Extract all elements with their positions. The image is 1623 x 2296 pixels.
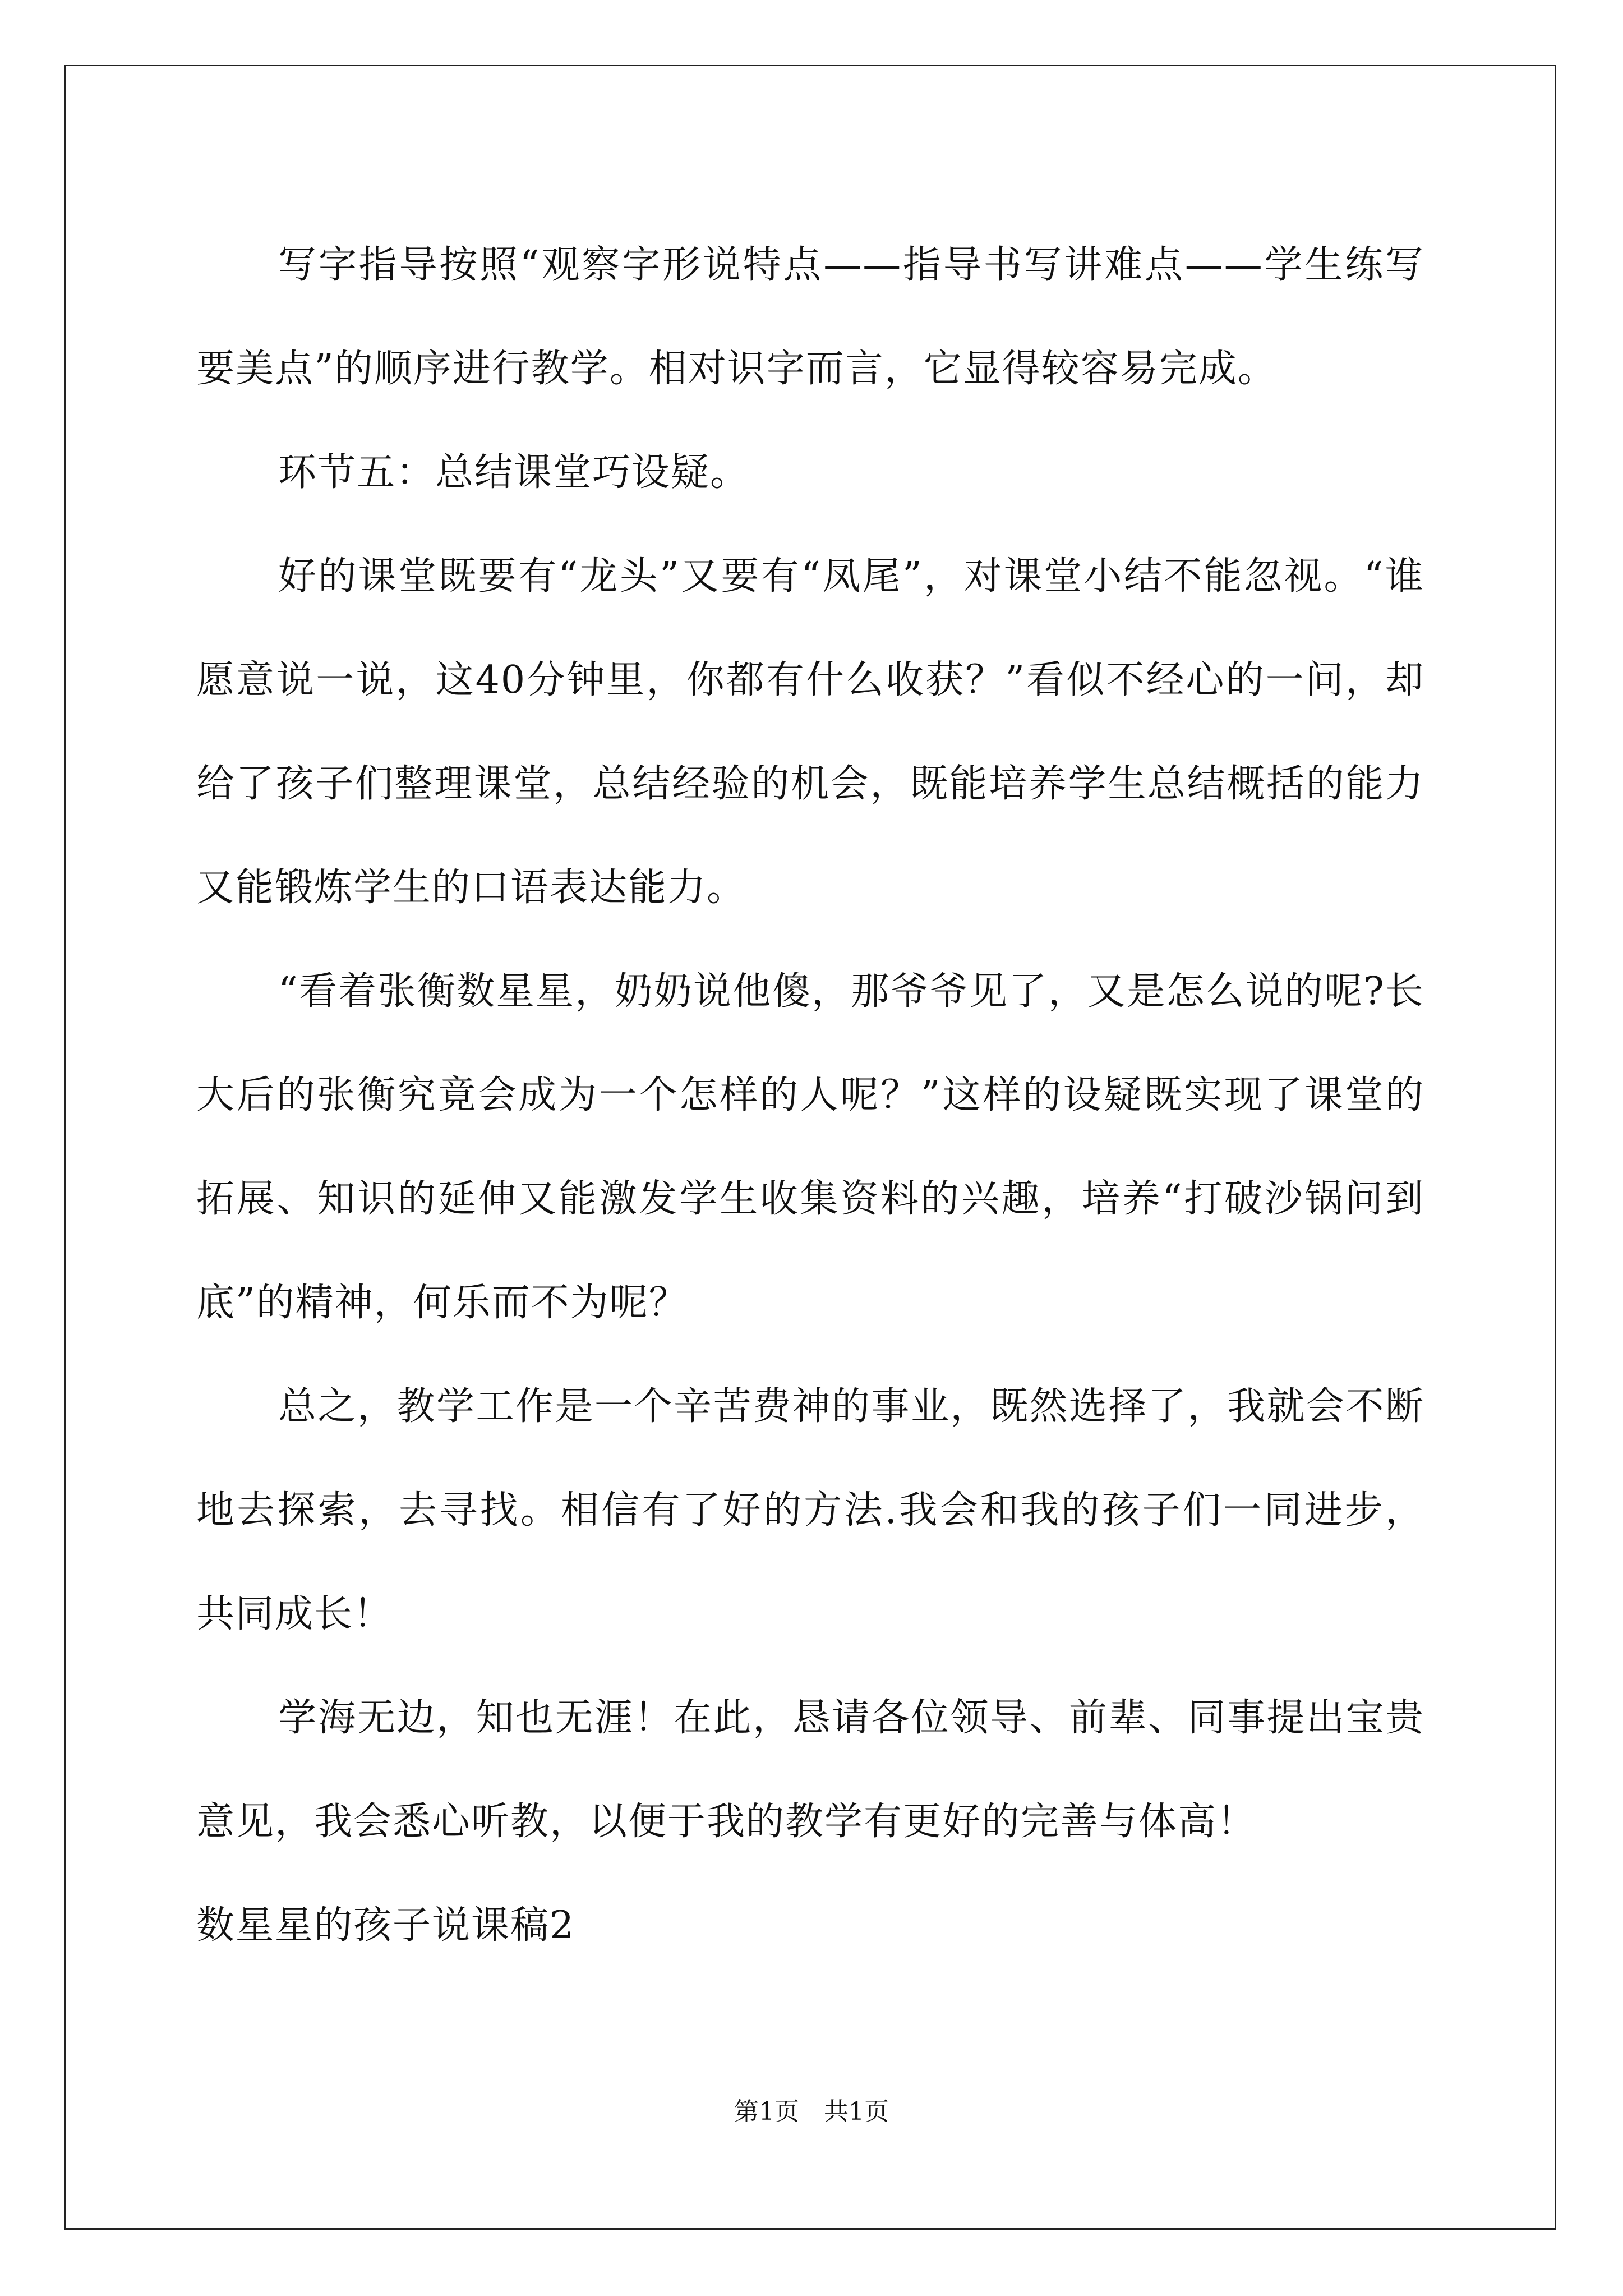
paragraph-class-summary: 好的课堂既要有“龙头”又要有“凤尾”，对课堂小结不能忽视。“谁愿意说一说，这40分钟里，你都有什么收获？”看似不经心的一问，却给了孩子们整理课堂，总结经验的机会，既能培养学生总结概括的能力又能锻炼学生的口语表达能力。 xyxy=(196,554,1424,910)
paragraph-questioning: “看着张衡数星星，奶奶说他傻，那爷爷见了，又是怎么说的呢?长大后的张衡究竟会成为一个怎样的人呢？”这样的设疑既实现了课堂的拓展、知识的延伸又能激发学生收集资料的兴趣，培养“打破沙锅问到底”的精神，何乐而不为呢？ xyxy=(196,969,1424,1325)
page-footer: 第1页 共1页 xyxy=(734,2097,889,2126)
paragraph-step-five: 环节五：总结课堂巧设疑。 xyxy=(278,450,750,495)
document-body xyxy=(196,213,1424,1977)
paragraph-writing-guidance: 写字指导按照“观察字形说特点——指导书写讲难点——学生练写要美点”的顺序进行教学。相对识字而言，它显得较容易完成。 xyxy=(196,243,1424,391)
section-heading: 数星星的孩子说课稿2 xyxy=(196,1903,575,1948)
paragraph-conclusion: 总之，教学工作是一个辛苦费神的事业，既然选择了，我就会不断地去探索，去寻找。相信有了好的方法.我会和我的孩子们一同进步，共同成长！ xyxy=(196,1384,1424,1636)
paragraph-closing-request: 学海无边，知也无涯！在此，恳请各位领导、前辈、同事提出宝贵意见，我会悉心听教，以便于我的教学有更好的完善与体高！ xyxy=(196,1696,1424,1844)
